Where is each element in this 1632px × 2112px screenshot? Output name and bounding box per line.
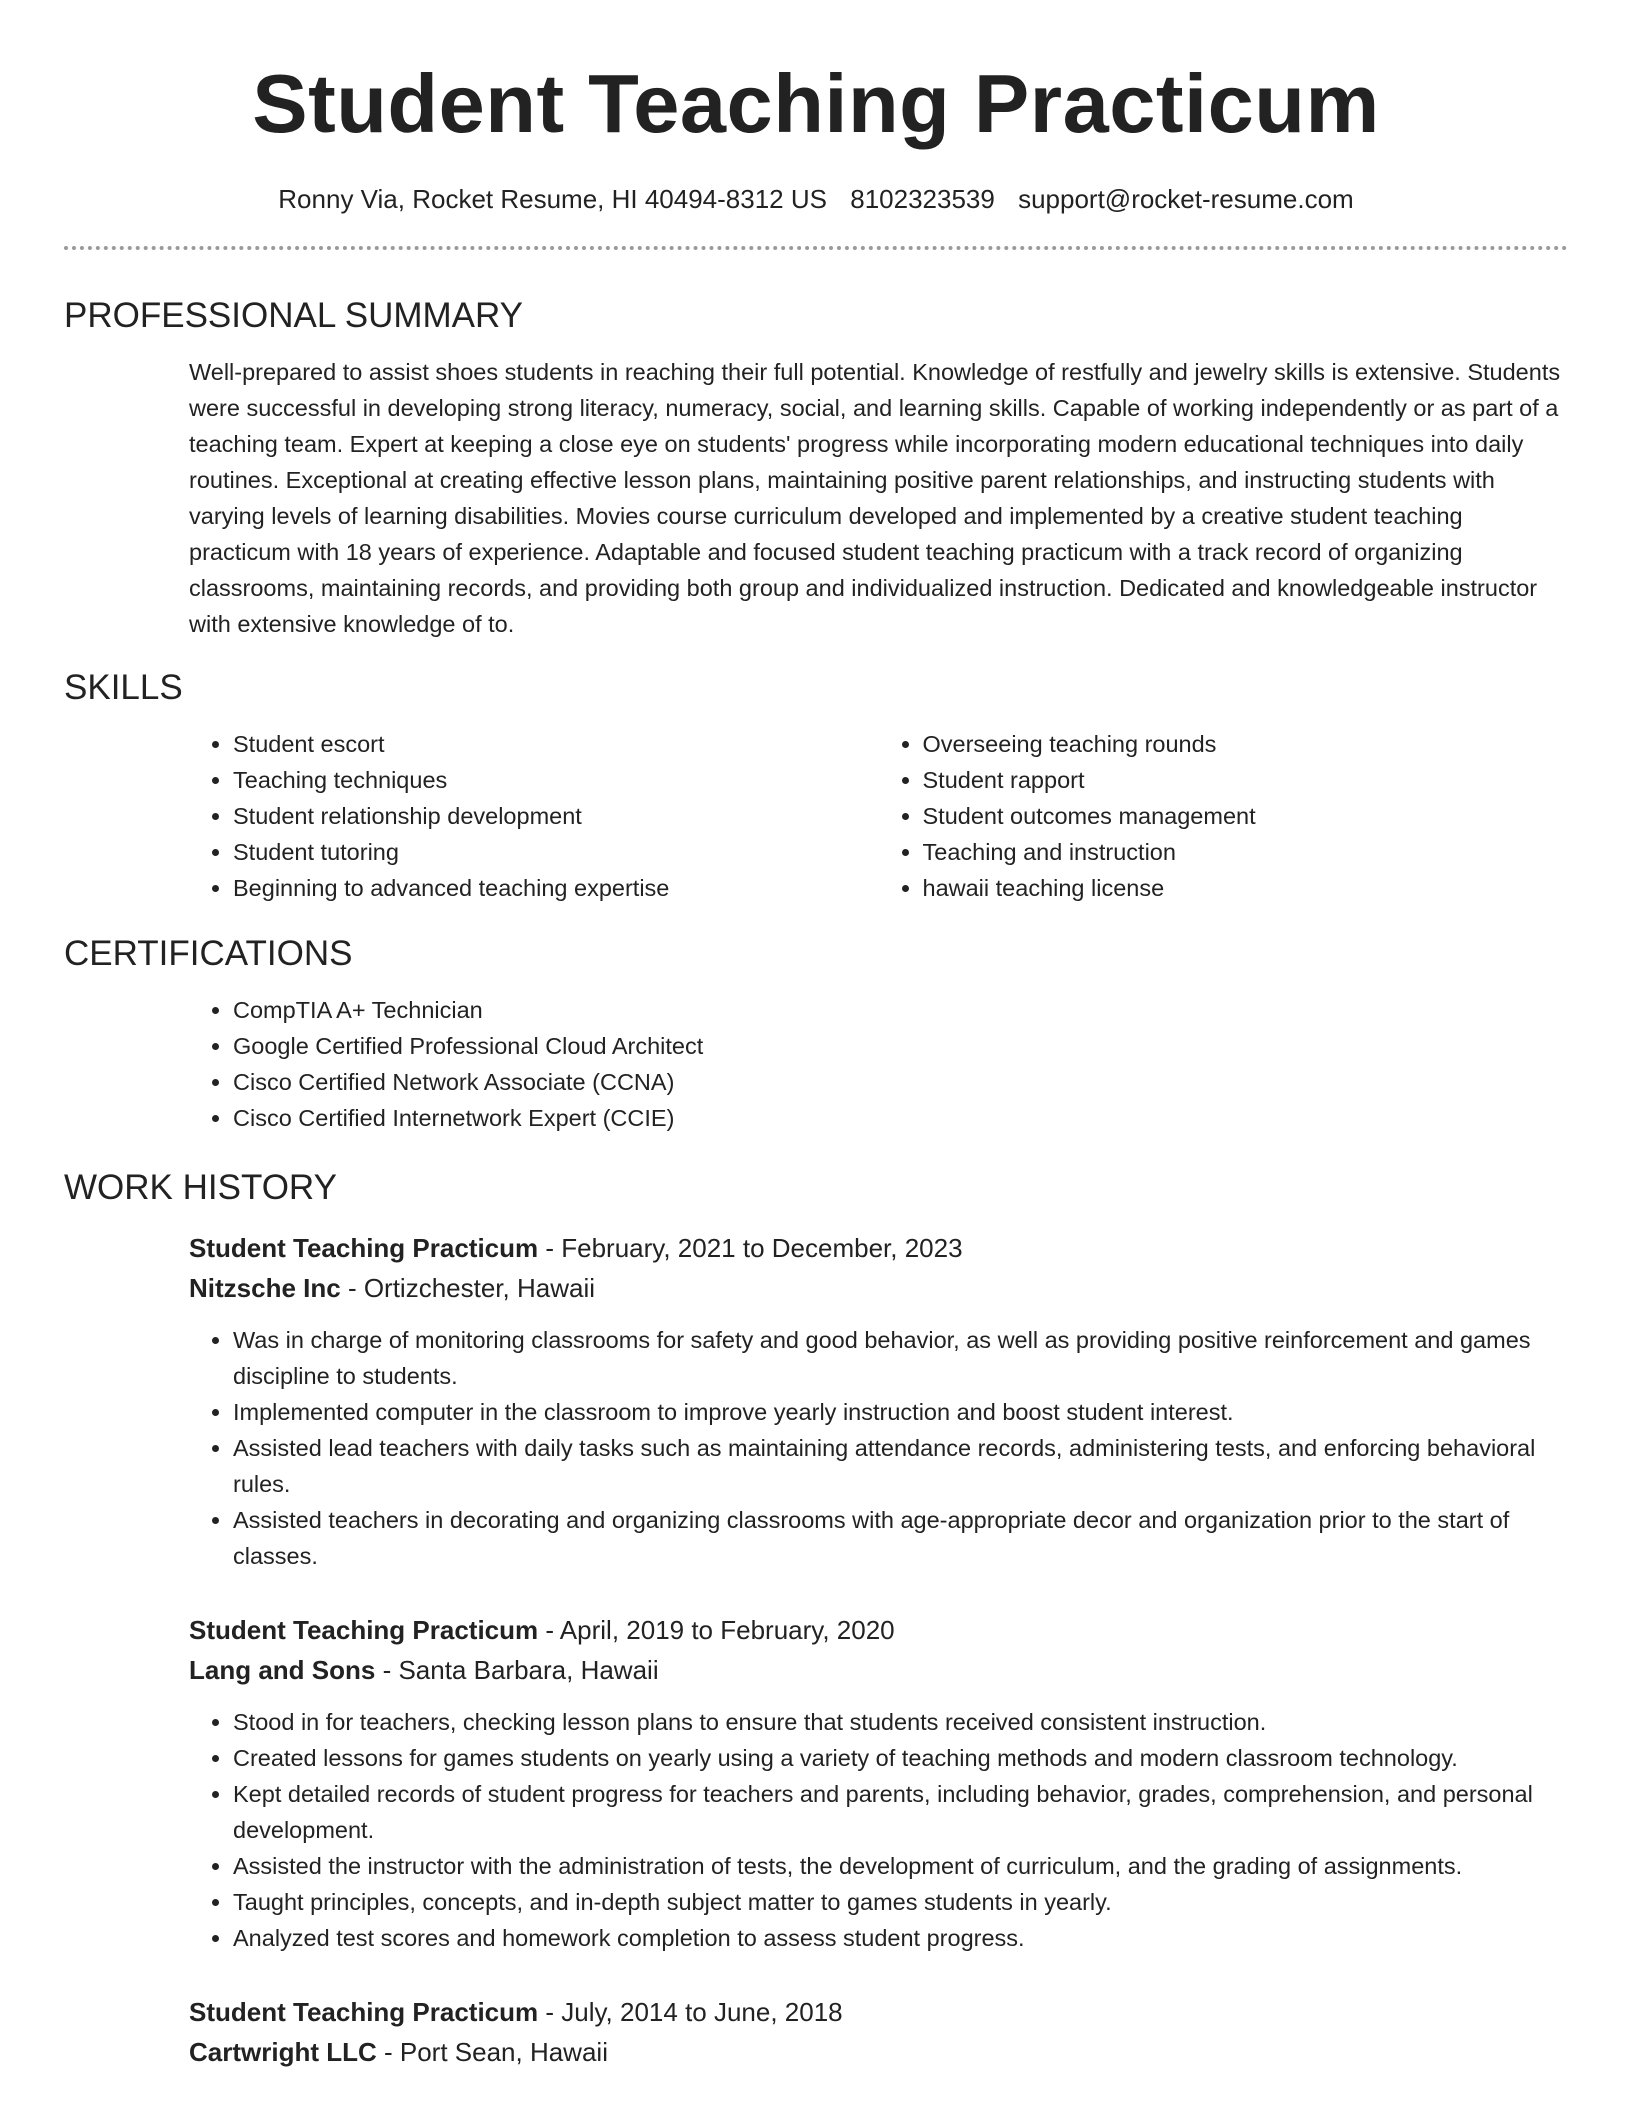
job-bullets — [189, 1704, 1568, 1956]
job-location: - Ortizchester, Hawaii — [340, 1273, 596, 1303]
job-company: Cartwright LLC — [189, 2037, 377, 2067]
job-location: - Santa Barbara, Hawaii — [375, 1655, 659, 1685]
certification-item: • CompTIA A+ Technician — [233, 992, 1568, 1028]
summary-text: Well-prepared to assist shoes students in reaching their full potential. Knowledge of restfully and jewelry skills is extensive. Students were successful in developing strong literacy, numeracy, social, and learning skills. Capable of working independently or as part of a teaching team. Expert at keeping a close eye on students' progress while incorporating modern educational techniques into daily routines. Exceptional at creating effective lesson plans, maintaining positive parent relationships, and instructing students with varying levels of learning disabilities. Movies course curriculum developed and implemented by a creative student teaching practicum with 18 years of experience. Adaptable and focused student teaching practicum with a track record of organizing classrooms, maintaining records, and providing both group and individualized instruction. Dedicated and knowledgeable instructor with extensive knowledge of to. — [189, 359, 1561, 637]
job-title: Student Teaching Practicum — [189, 1615, 539, 1645]
job-title-line — [189, 1610, 1568, 1650]
job-bullet: • Assisted the instructor with the administration of tests, the development of curriculum, and the grading of assignments. — [233, 1848, 1568, 1884]
job-entry — [189, 1610, 1568, 1956]
job-title-line — [189, 1992, 1568, 2032]
job-company-line — [189, 2032, 1568, 2072]
job-bullet: • Implemented computer in the classroom to improve yearly instruction and boost student interest. — [233, 1394, 1568, 1430]
job-bullet: • Created lessons for games students on yearly using a variety of teaching methods and modern classroom technology. — [233, 1740, 1568, 1776]
header-divider — [64, 246, 1568, 250]
job-title: Student Teaching Practicum — [189, 1997, 539, 2027]
skill-item: • Student rapport — [923, 762, 1569, 798]
contact-email: support@rocket-resume.com — [1018, 184, 1354, 214]
skill-item: • Beginning to advanced teaching expertise — [233, 870, 879, 906]
job-company: Lang and Sons — [189, 1655, 376, 1685]
job-dates: - February, 2021 to December, 2023 — [538, 1233, 963, 1263]
resume-title: Student Teaching Practicum — [252, 57, 1380, 150]
skills-right-list — [879, 726, 1569, 906]
skill-item: • Overseeing teaching rounds — [923, 726, 1569, 762]
skill-item: • Student outcomes management — [923, 798, 1569, 834]
job-title-line — [189, 1228, 1568, 1268]
skill-item: • hawaii teaching license — [923, 870, 1569, 906]
job-bullet: • Stood in for teachers, checking lesson plans to ensure that students received consistent instruction. — [233, 1704, 1568, 1740]
skill-item: • Student escort — [233, 726, 879, 762]
skill-item: • Teaching techniques — [233, 762, 879, 798]
job-entry — [189, 1992, 1568, 2072]
skill-item: • Student tutoring — [233, 834, 879, 870]
job-location: - Port Sean, Hawaii — [376, 2037, 608, 2067]
job-company: Nitzsche Inc — [189, 1273, 341, 1303]
certifications-heading: CERTIFICATIONS — [64, 934, 353, 973]
job-bullet: • Assisted lead teachers with daily tasks such as maintaining attendance records, administering tests, and enforcing behavioral rules. — [233, 1430, 1568, 1502]
contact-phone: 8102323539 — [850, 184, 995, 214]
job-entry — [189, 1228, 1568, 1574]
job-company-line — [189, 1268, 1568, 1308]
certification-item: • Cisco Certified Internetwork Expert (CCIE) — [233, 1100, 1568, 1136]
certifications-list — [189, 992, 1568, 1136]
job-bullet: • Analyzed test scores and homework completion to assess student progress. — [233, 1920, 1568, 1956]
skills-columns — [189, 726, 1568, 906]
job-bullets — [189, 1322, 1568, 1574]
job-company-line — [189, 1650, 1568, 1690]
job-bullet: • Taught principles, concepts, and in-depth subject matter to games students in yearly. — [233, 1884, 1568, 1920]
job-dates: - July, 2014 to June, 2018 — [538, 1997, 843, 2027]
certification-item: • Google Certified Professional Cloud Architect — [233, 1028, 1568, 1064]
skill-item: • Student relationship development — [233, 798, 879, 834]
skills-heading: SKILLS — [64, 668, 183, 707]
summary-heading: PROFESSIONAL SUMMARY — [64, 296, 523, 335]
job-bullet: • Assisted teachers in decorating and organizing classrooms with age-appropriate decor and organization prior to the start of classes. — [233, 1502, 1568, 1574]
certification-item: • Cisco Certified Network Associate (CCNA) — [233, 1064, 1568, 1100]
contact-line — [64, 182, 1568, 216]
work-history-heading: WORK HISTORY — [64, 1168, 337, 1207]
job-bullet: • Was in charge of monitoring classrooms for safety and good behavior, as well as providing positive reinforcement and games discipline to students. — [233, 1322, 1568, 1394]
skills-left-list — [189, 726, 879, 906]
contact-address: Ronny Via, Rocket Resume, HI 40494-8312 US — [278, 184, 827, 214]
job-title: Student Teaching Practicum — [189, 1233, 539, 1263]
job-dates: - April, 2019 to February, 2020 — [538, 1615, 895, 1645]
job-bullet: • Kept detailed records of student progress for teachers and parents, including behavior, grades, comprehension, and personal development. — [233, 1776, 1568, 1848]
skill-item: • Teaching and instruction — [923, 834, 1569, 870]
